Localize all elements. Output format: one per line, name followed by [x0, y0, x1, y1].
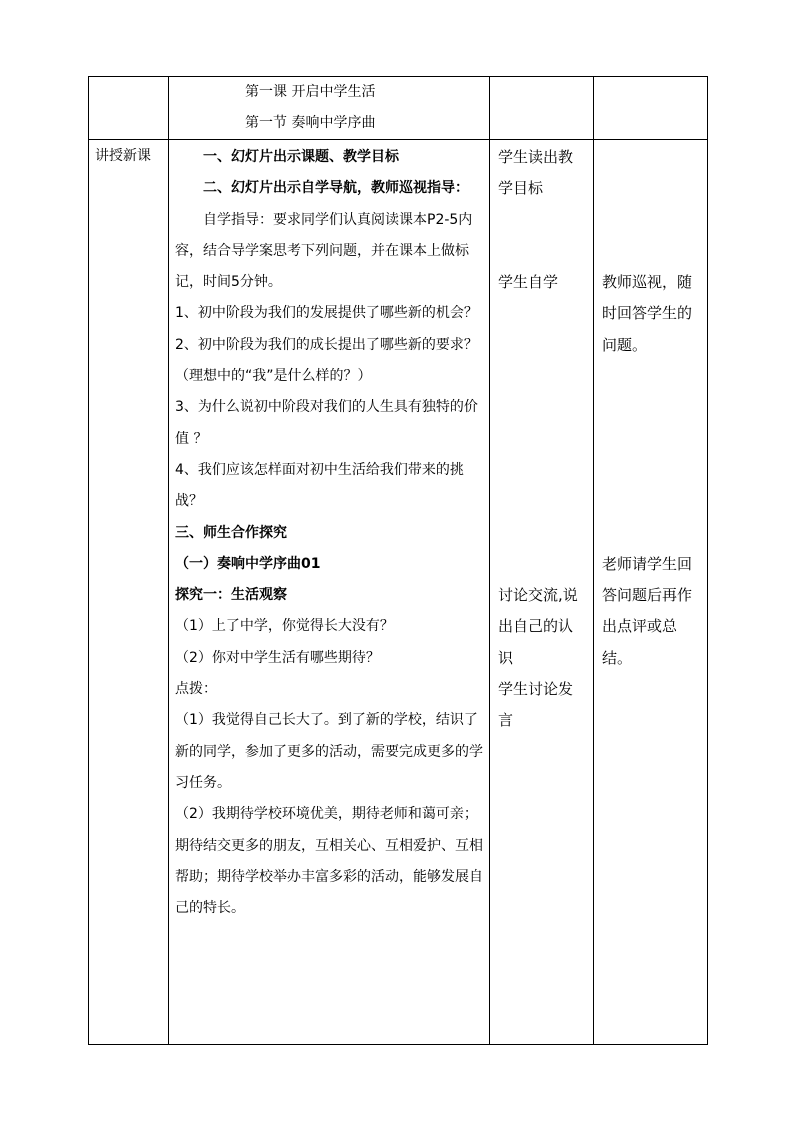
section-heading: （一）奏响中学序曲01 — [175, 555, 321, 572]
header-cell-empty-3 — [490, 77, 594, 140]
explore-question-1: （1）上了中学，你觉得长大没有？ — [175, 618, 394, 635]
self-study-guide: 自学指导：要求同学们认真阅读课本P2-5内容，结合导学案思考下列问题，并在课本上做标记，时间5分钟。 — [175, 211, 473, 291]
header-title-cell — [169, 77, 490, 140]
question-2-note: （理想中的“我”是什么样的？） — [175, 368, 372, 385]
header-cell-empty-4 — [594, 77, 708, 140]
question-3: 3、为什么说初中阶段对我们的人生具有独特的价值 ？ — [175, 399, 478, 447]
teacher-activity-1: 教师巡视，随时回答学生的问题。 — [602, 273, 693, 354]
explore-question-2: （2）你对中学生活有哪些期待？ — [175, 649, 380, 666]
lesson-table — [88, 76, 708, 1045]
question-1: 1、初中阶段为我们的发展提供了哪些新的机会？ — [175, 305, 478, 322]
row-label: 讲授新课 — [95, 148, 151, 164]
student-activity-1: 学生读出教学目标 — [498, 148, 574, 198]
step-2: 二、幻灯片出示自学导航，教师巡视指导： — [203, 180, 469, 197]
row-label-cell — [89, 140, 169, 1045]
content-cell — [169, 140, 490, 1045]
explore-heading: 探究一：生活观察 — [175, 587, 287, 604]
lesson-title: 第一课 开启中学生活 — [245, 84, 376, 100]
header-row — [89, 77, 708, 140]
step-1: 一、幻灯片出示课题、教学目标 — [203, 149, 399, 165]
student-activity-3: 讨论交流,说出自己的认识 — [498, 586, 578, 667]
tip-label: 点拨： — [175, 681, 217, 698]
teaching-row — [89, 140, 708, 1045]
tip-answer-1: （1）我觉得自己长大了。到了新的学校，结识了新的同学，参加了更多的活动，需要完成更多的学习任务。 — [175, 712, 483, 791]
student-activity-4: 学生讨论发言 — [498, 680, 574, 730]
question-2: 2、初中阶段为我们的成长提出了哪些新的要求？ — [175, 336, 478, 353]
student-activity-cell — [490, 140, 594, 1045]
tip-answer-2: （2）我期待学校环境优美，期待老师和蔼可亲；期待结交更多的朋友，互相关心、互相爱护、互相帮助；期待学校举办丰富多彩的活动，能够发展自己的特长。 — [175, 806, 483, 917]
header-cell-empty-1 — [89, 77, 169, 140]
teacher-activity-2: 老师请学生回答问题后再作出点评或总结。 — [602, 554, 693, 667]
teacher-activity-cell — [594, 140, 708, 1045]
step-3: 三、师生合作探究 — [175, 524, 287, 541]
question-4: 4、我们应该怎样面对初中生活给我们带来的挑战？ — [175, 461, 464, 510]
section-title: 第一节 奏响中学序曲 — [245, 115, 376, 131]
student-activity-2: 学生自学 — [498, 273, 559, 292]
